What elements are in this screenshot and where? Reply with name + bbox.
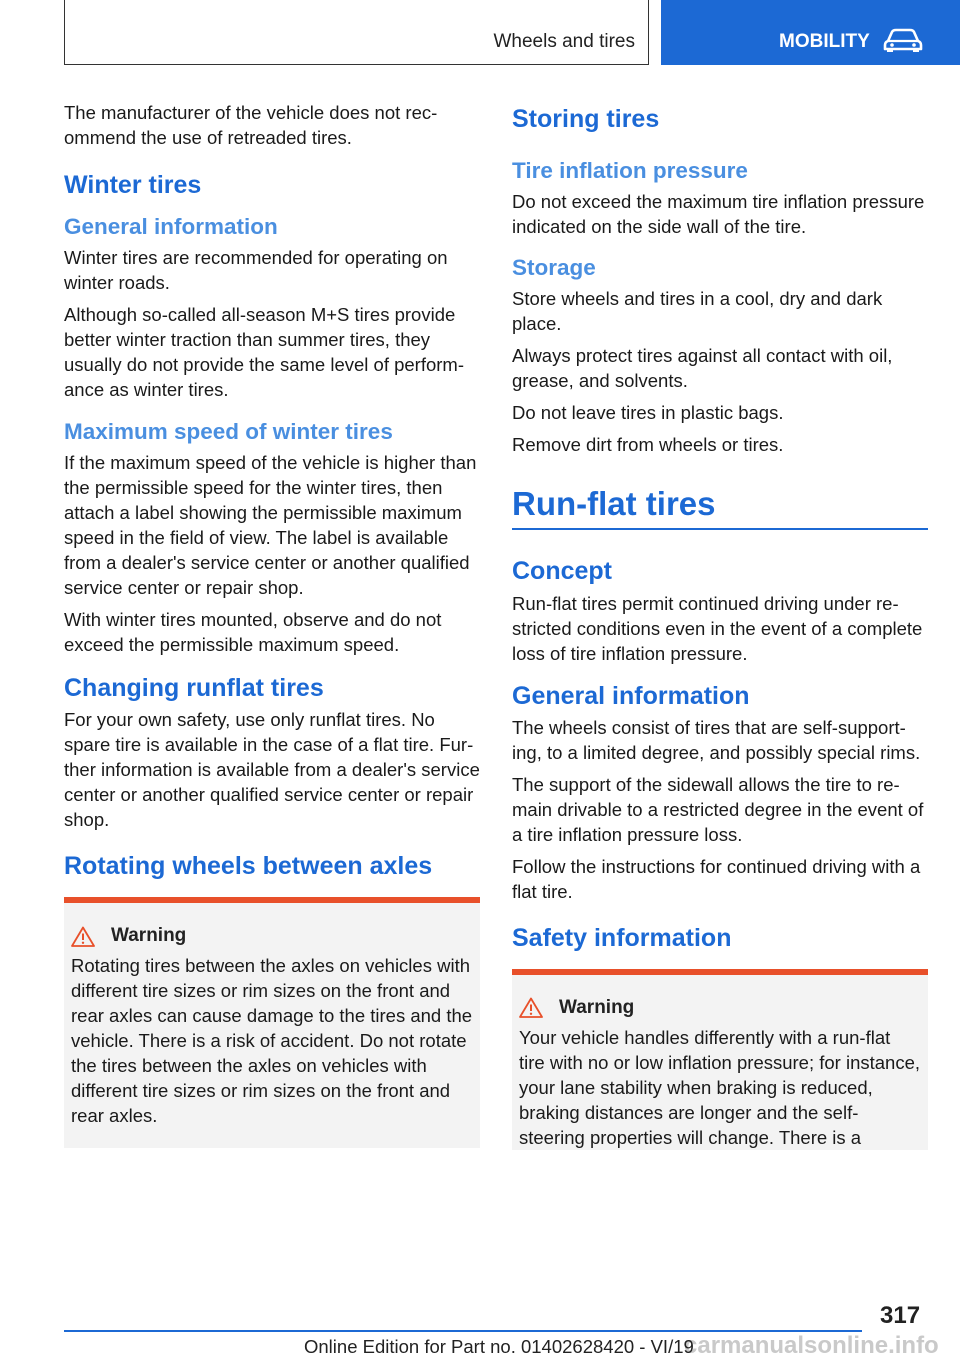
max-speed-heading: Maximum speed of winter tires xyxy=(64,419,393,444)
warning-triangle-icon xyxy=(519,997,543,1018)
concept-paragraph: Run-flat tires permit continued driving under restricted conditions even in the event of a complete loss of tire inflation pressure. xyxy=(512,592,923,664)
storage-heading: Storage xyxy=(512,255,596,280)
chapter-rule xyxy=(512,528,928,530)
safety-information-heading: Safety information xyxy=(512,923,732,952)
warning-label: Warning xyxy=(559,996,635,1018)
changing-runflat-heading: Changing runflat tires xyxy=(64,674,324,702)
storage-paragraph-3: Do not leave tires in plastic bags. xyxy=(512,402,784,423)
edition-text: Online Edition for Part no. 01402628420 - VI/19 xyxy=(304,1336,694,1357)
storage-paragraph-1: Store wheels and tires in a cool, dry and dark place. xyxy=(512,288,883,334)
run-flat-warning-text: Your vehicle handles differently with a run-flat tire with no or low inflation pressure; for instance, your lane stability when braking is reduced, braking distances are longer and the self-steering properties will change. There is a xyxy=(519,1026,921,1148)
right-column xyxy=(512,100,928,1150)
pressure-paragraph: Do not exceed the maximum tire inflation pressure indicated on the side wall of the tire. xyxy=(512,191,925,237)
retread-paragraph: The manufacturer of the vehicle does not recommend the use of retreaded tires. xyxy=(64,102,438,148)
rotating-wheels-heading: Rotating wheels between axles xyxy=(64,852,433,880)
left-column xyxy=(64,100,480,1148)
run-flat-general-paragraph-1: The wheels consist of tires that are self-supporting, to a limited degree, and possibly special rims. xyxy=(512,716,921,763)
max-speed-paragraph-2: With winter tires mounted, observe and do not exceed the permissible maximum speed. xyxy=(64,609,442,655)
warning-label: Warning xyxy=(111,925,187,946)
storage-paragraph-4: Remove dirt from wheels or tires. xyxy=(512,434,784,455)
concept-heading: Concept xyxy=(512,556,612,585)
rotating-warning-text: Rotating tires between the axles on vehicles with different tire sizes or rim sizes on the front and rear axles can cause damage to the tires and the vehicle. There is a risk of accident. Do not rotate the tires between the axles on vehicles with different tire sizes or rim sizes on the front and rear axles. xyxy=(71,955,473,1126)
car-icon xyxy=(883,27,923,53)
run-flat-general-paragraph-3: Follow the instructions for continued driving with a flat tire. xyxy=(512,855,921,902)
chapter-title: MOBILITY xyxy=(779,31,870,52)
warning-triangle-icon xyxy=(71,926,95,947)
section-title: Wheels and tires xyxy=(493,31,635,52)
general-information-heading: General information xyxy=(64,214,278,239)
run-flat-general-heading: General information xyxy=(512,681,750,710)
storage-paragraph-2: Always protect tires against all contact with oil, grease, and solvents. xyxy=(512,345,893,391)
general-paragraph-1: Winter tires are recommended for operating on winter roads. xyxy=(64,247,448,293)
run-flat-general-paragraph-2: The support of the sidewall allows the tire to remain drivable to a restricted degree in the event of a tire inflation pressure loss. xyxy=(512,773,924,845)
run-flat-tires-heading: Run-flat tires xyxy=(512,485,716,522)
watermark: carmanualsonline.info xyxy=(684,1332,939,1359)
storing-tires-heading: Storing tires xyxy=(512,105,660,133)
header-section-box xyxy=(64,0,649,65)
tire-inflation-pressure-heading: Tire inflation pressure xyxy=(512,158,748,183)
changing-runflat-paragraph: For your own safety, use only runflat tires. No spare tire is available in the case of a flat tire. Further information is available from a dealer's service center or another qualified service center or repair shop. xyxy=(64,709,480,830)
max-speed-paragraph-1: If the maximum speed of the vehicle is higher than the permissible speed for the winter tires, then attach a label showing the permissible maximum speed in the field of view. The label is available from a dealer's service center or another qualified service center or repair shop. xyxy=(64,452,477,598)
run-flat-warning-box xyxy=(512,969,928,1150)
winter-tires-heading: Winter tires xyxy=(64,171,202,199)
rotating-warning-box xyxy=(64,897,480,1148)
chapter-tab xyxy=(661,0,960,65)
general-paragraph-2: Although so-called all-season M+S tires provide better winter traction than summer tires, they usually do not provide the same level of performance as winter tires. xyxy=(64,304,465,400)
page-number: 317 xyxy=(880,1302,921,1329)
